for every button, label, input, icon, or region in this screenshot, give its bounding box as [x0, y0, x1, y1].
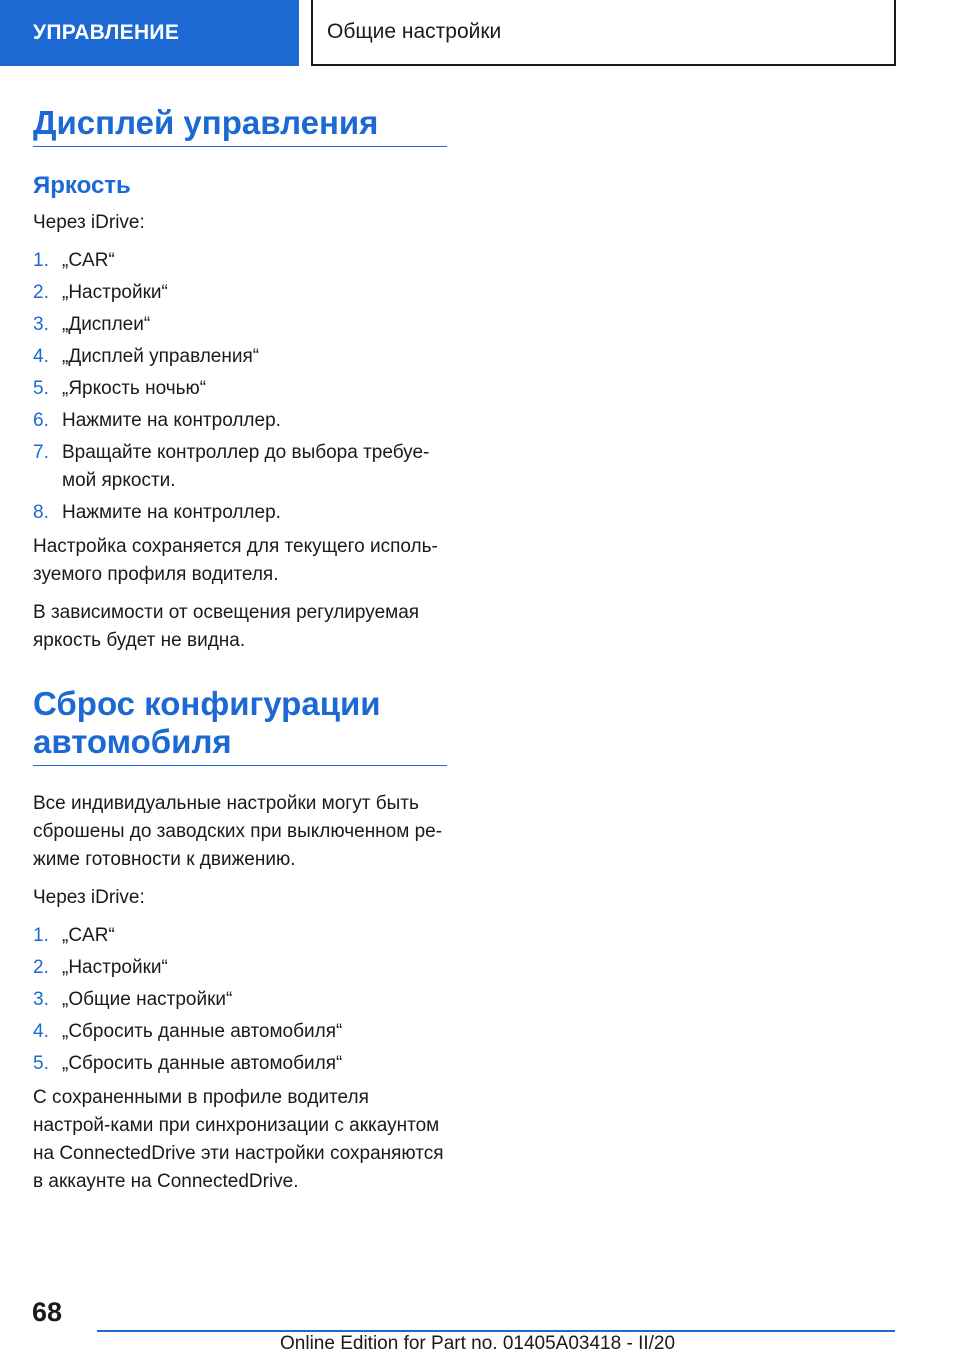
list-item	[33, 1018, 447, 1046]
brightness-steps	[33, 247, 447, 527]
step-text: „Сбросить данные автомобиля“	[62, 1053, 343, 1074]
section-heading-display: Дисплей управления	[33, 104, 447, 147]
step-number: 3.	[33, 314, 49, 335]
step-text: „Яркость ночью“	[62, 378, 207, 399]
list-item	[33, 311, 447, 339]
step-number: 1.	[33, 250, 49, 271]
step-text: „CAR“	[62, 250, 115, 271]
step-number: 5.	[33, 1053, 49, 1074]
subsection-heading-brightness: Яркость	[33, 172, 131, 199]
step-text: Нажмите на контроллер.	[62, 410, 281, 431]
page-number: 68	[32, 1297, 63, 1327]
list-item	[33, 954, 447, 982]
step-number: 2.	[33, 282, 49, 303]
step-number: 5.	[33, 378, 49, 399]
step-number: 7.	[33, 442, 49, 463]
step-text: „Сбросить данные автомобиля“	[62, 1021, 343, 1042]
list-item	[33, 499, 447, 527]
footer-divider	[97, 1330, 895, 1332]
step-text: Нажмите на контроллер.	[62, 502, 281, 523]
idrive-intro-reset: Через iDrive:	[33, 887, 145, 908]
step-text: „Настройки“	[62, 282, 168, 303]
list-item	[33, 1050, 447, 1078]
step-number: 6.	[33, 410, 49, 431]
profile-note: Настройка сохраняется для текущего исполь-зуемого профиля водителя.	[33, 536, 438, 585]
step-text: Вращайте контроллер до выбора требуе-мой яркости.	[62, 442, 430, 491]
step-text: „Настройки“	[62, 957, 168, 978]
edition-text: Online Edition for Part no. 01405A03418 - II/20	[280, 1333, 676, 1354]
step-number: 2.	[33, 957, 49, 978]
list-item	[33, 407, 447, 435]
page-header	[0, 0, 960, 66]
step-number: 8.	[33, 502, 49, 523]
list-item	[33, 922, 447, 950]
step-text: „Дисплей управления“	[62, 346, 260, 367]
reset-steps	[33, 922, 447, 1078]
step-number: 4.	[33, 346, 49, 367]
section-title-box: Общие настройки	[311, 0, 896, 66]
list-item	[33, 247, 447, 275]
step-number: 1.	[33, 925, 49, 946]
main-content	[33, 104, 447, 1206]
lighting-note: В зависимости от освещения регулируемая яркость будет не видна.	[33, 602, 420, 651]
list-item	[33, 375, 447, 403]
step-text: „CAR“	[62, 925, 115, 946]
step-number: 3.	[33, 989, 49, 1010]
step-text: „Общие настройки“	[62, 989, 233, 1010]
chapter-tab: УПРАВЛЕНИЕ	[0, 0, 299, 66]
section-heading-reset: Сброс конфигурации автомобиля	[33, 685, 447, 766]
step-text: „Дисплеи“	[62, 314, 151, 335]
list-item	[33, 986, 447, 1014]
idrive-intro: Через iDrive:	[33, 212, 145, 233]
list-item	[33, 343, 447, 371]
list-item	[33, 439, 447, 495]
step-number: 4.	[33, 1021, 49, 1042]
list-item	[33, 279, 447, 307]
sync-note: С сохраненными в профиле водителя настрой-ками при синхронизации с аккаунтом на ConnectedDrive эти настройки сохраняются в аккаунте на ConnectedDrive.	[33, 1087, 444, 1192]
reset-intro: Все индивидуальные настройки могут быть сброшены до заводских при выключенном ре-жиме готовности к движению.	[33, 793, 443, 870]
